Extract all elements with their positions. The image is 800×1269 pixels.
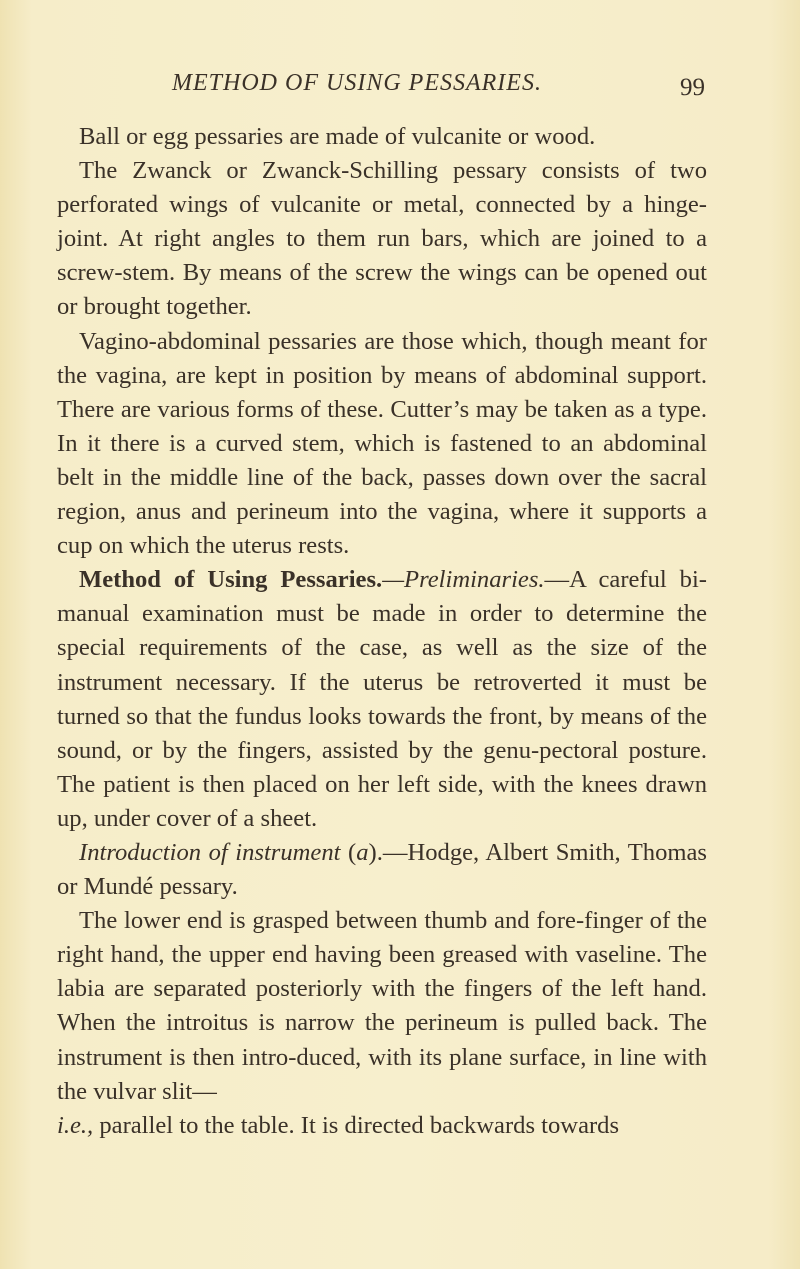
paragraph-text: The lower end is grasped between thumb and fore-finger of the right hand, the upper end having been greased with vaseline. The labia are separated posteriorly with the fingers of the left hand. When the introitus is narrow the perineum is pulled back. The instrument is then intro-duced, with its plane surface, in line with the vulvar slit— [57, 907, 707, 1105]
paragraph [57, 904, 707, 1109]
paragraph [57, 325, 707, 564]
running-head: METHOD OF USING PESSARIES. [172, 70, 542, 96]
paragraph-text: —A careful bi-manual examination must be made in order to determine the special requirements of the case, as well as the size of the instrument necessary. If the uterus be retroverted it must be turned so that the fundus looks towards the front, by means of the sound, or by the fingers, assisted by the genu-pectoral posture. The patient is then placed on her left side, with the knees drawn up, under cover of a sheet. [57, 566, 707, 832]
paragraph-text: Ball or egg pessaries are made of vulcanite or wood. [79, 123, 596, 150]
page-number: 99 [680, 74, 705, 101]
paragraph [57, 1109, 707, 1143]
label-open: ( [340, 838, 357, 866]
page-header [172, 70, 705, 106]
italic-lead: i.e., [57, 1111, 94, 1139]
paragraph [57, 836, 707, 904]
paragraph-text: ).—Hodge, Albert Smith, Thomas or Mundé pessary. [57, 838, 707, 901]
paragraph-text: parallel to the table. It is directed backwards towards [93, 1111, 620, 1139]
label-italic: a [356, 838, 369, 866]
italic-lead: Introduction of instrument [79, 838, 341, 866]
section-heading: Method of Using Pessaries. [79, 566, 383, 594]
paragraph-text: Vagino-abdominal pessaries are those which, though meant for the vagina, are kept in position by means of abdominal support. There are various forms of these. Cutter’s may be taken as a type. In it there is a curved stem, which is fastened to an abdominal belt in the middle line of the back, passes down over the sacral region, anus and perineum into the vagina, where it supports a cup on which the uterus rests. [57, 327, 707, 560]
paragraph [57, 120, 707, 154]
paragraph [57, 563, 707, 836]
subsection-heading: —Preliminaries. [382, 566, 545, 594]
paragraph [57, 154, 707, 324]
paragraph-text: The Zwanck or Zwanck-Schilling pessary consists of two perforated wings of vulcanite or metal, connected by a hinge-joint. At right angles to them run bars, which are joined to a screw-stem. By means of the screw the wings can be opened out or brought together. [57, 157, 707, 321]
body-text [57, 120, 707, 1143]
